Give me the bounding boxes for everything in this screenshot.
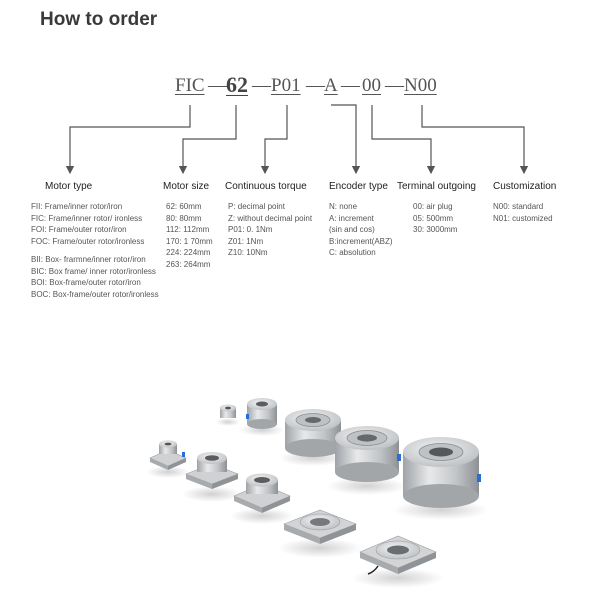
- list-item: FII: Frame/inner rotor/iron: [31, 202, 123, 211]
- list-item: BII: Box- frarmne/inner rotor/iron: [31, 255, 146, 264]
- list-item: P01: 0. 1Nm: [228, 225, 273, 234]
- code-torque: P01: [271, 75, 301, 96]
- connector-customization: [422, 105, 524, 170]
- motor-image: [352, 536, 444, 588]
- list-item: 30: 3000mm: [413, 225, 458, 234]
- column-terminal: [397, 181, 476, 236]
- list-item: FOI: Frame/outer rotor/iron: [31, 225, 127, 234]
- heading-motor-type: Motor type: [45, 181, 93, 192]
- motor-image: [240, 398, 284, 436]
- column-motor-type: [31, 181, 159, 300]
- product-photo: [0, 380, 600, 600]
- code-separator: —: [306, 75, 325, 96]
- motor-image: [216, 405, 240, 427]
- list-item: FIC: Frame/inner rotor/ ironless: [31, 213, 143, 223]
- list-item: 62: 60mm: [166, 202, 202, 211]
- motor-image: [327, 426, 407, 495]
- code-motor-size: 62: [226, 72, 248, 97]
- heading-torque: Continuous torque: [225, 181, 307, 192]
- list-item: N: none: [329, 202, 358, 211]
- column-motor-size: [163, 181, 213, 270]
- code-encoder: A: [324, 75, 338, 96]
- code-motor-type: FIC: [175, 75, 205, 96]
- connector-motor-type: [70, 105, 190, 170]
- list-item: 170: 1 70mm: [166, 236, 213, 246]
- heading-customization: Customization: [493, 181, 557, 192]
- motor-image: [230, 474, 294, 525]
- connector-encoder: [331, 105, 356, 170]
- list-item: P: decimal point: [228, 202, 285, 211]
- motor-image: [182, 452, 242, 502]
- list-item: (sin and cos): [329, 225, 375, 234]
- list-item: BOI: Box-frame/outer rotor/iron: [31, 278, 141, 287]
- column-customization: [493, 181, 556, 224]
- column-encoder: [329, 181, 393, 259]
- heading-motor-size: Motor size: [163, 181, 210, 192]
- code-separator: —: [385, 75, 404, 96]
- list-item: 263: 264mm: [166, 259, 211, 269]
- list-item: 224: 224mm: [166, 248, 211, 257]
- code-terminal: 00: [362, 75, 381, 96]
- list-item: A: increment: [329, 213, 374, 223]
- list-item: FOC: Frame/outer rotor/ironless: [31, 236, 145, 246]
- list-item: BOC: Box-frame/outer rotor/ironless: [31, 289, 159, 299]
- list-item: C: absolution: [329, 248, 376, 257]
- list-item: 112: 112mm: [166, 225, 210, 234]
- heading-encoder: Encoder type: [329, 181, 388, 192]
- code-separator: —: [341, 75, 360, 96]
- heading-terminal: Terminal outgoing: [397, 181, 476, 192]
- list-item: 05: 500mm: [413, 213, 454, 223]
- motor-image: [393, 437, 489, 520]
- code-separator: —: [252, 75, 271, 96]
- list-item: B:increment(ABZ): [329, 236, 393, 246]
- list-item: N00: standard: [493, 202, 544, 211]
- list-item: 80: 80mm: [166, 213, 202, 223]
- connector-torque: [265, 105, 287, 170]
- list-item: N01: customized: [493, 213, 553, 223]
- code-customization: N00: [404, 75, 437, 96]
- list-item: Z: without decimal point: [228, 213, 313, 223]
- connector-motor-size: [183, 105, 236, 170]
- code-separator: —: [208, 75, 227, 96]
- list-item: Z10: 10Nm: [228, 248, 268, 257]
- list-item: 00: air plug: [413, 202, 453, 211]
- column-torque: [225, 181, 312, 259]
- list-item: BIC: Box frame/ inner rotor/ironless: [31, 266, 156, 276]
- motor-image: [146, 440, 190, 478]
- page-title: How to order: [40, 9, 158, 30]
- list-item: Z01: 1Nm: [228, 236, 264, 246]
